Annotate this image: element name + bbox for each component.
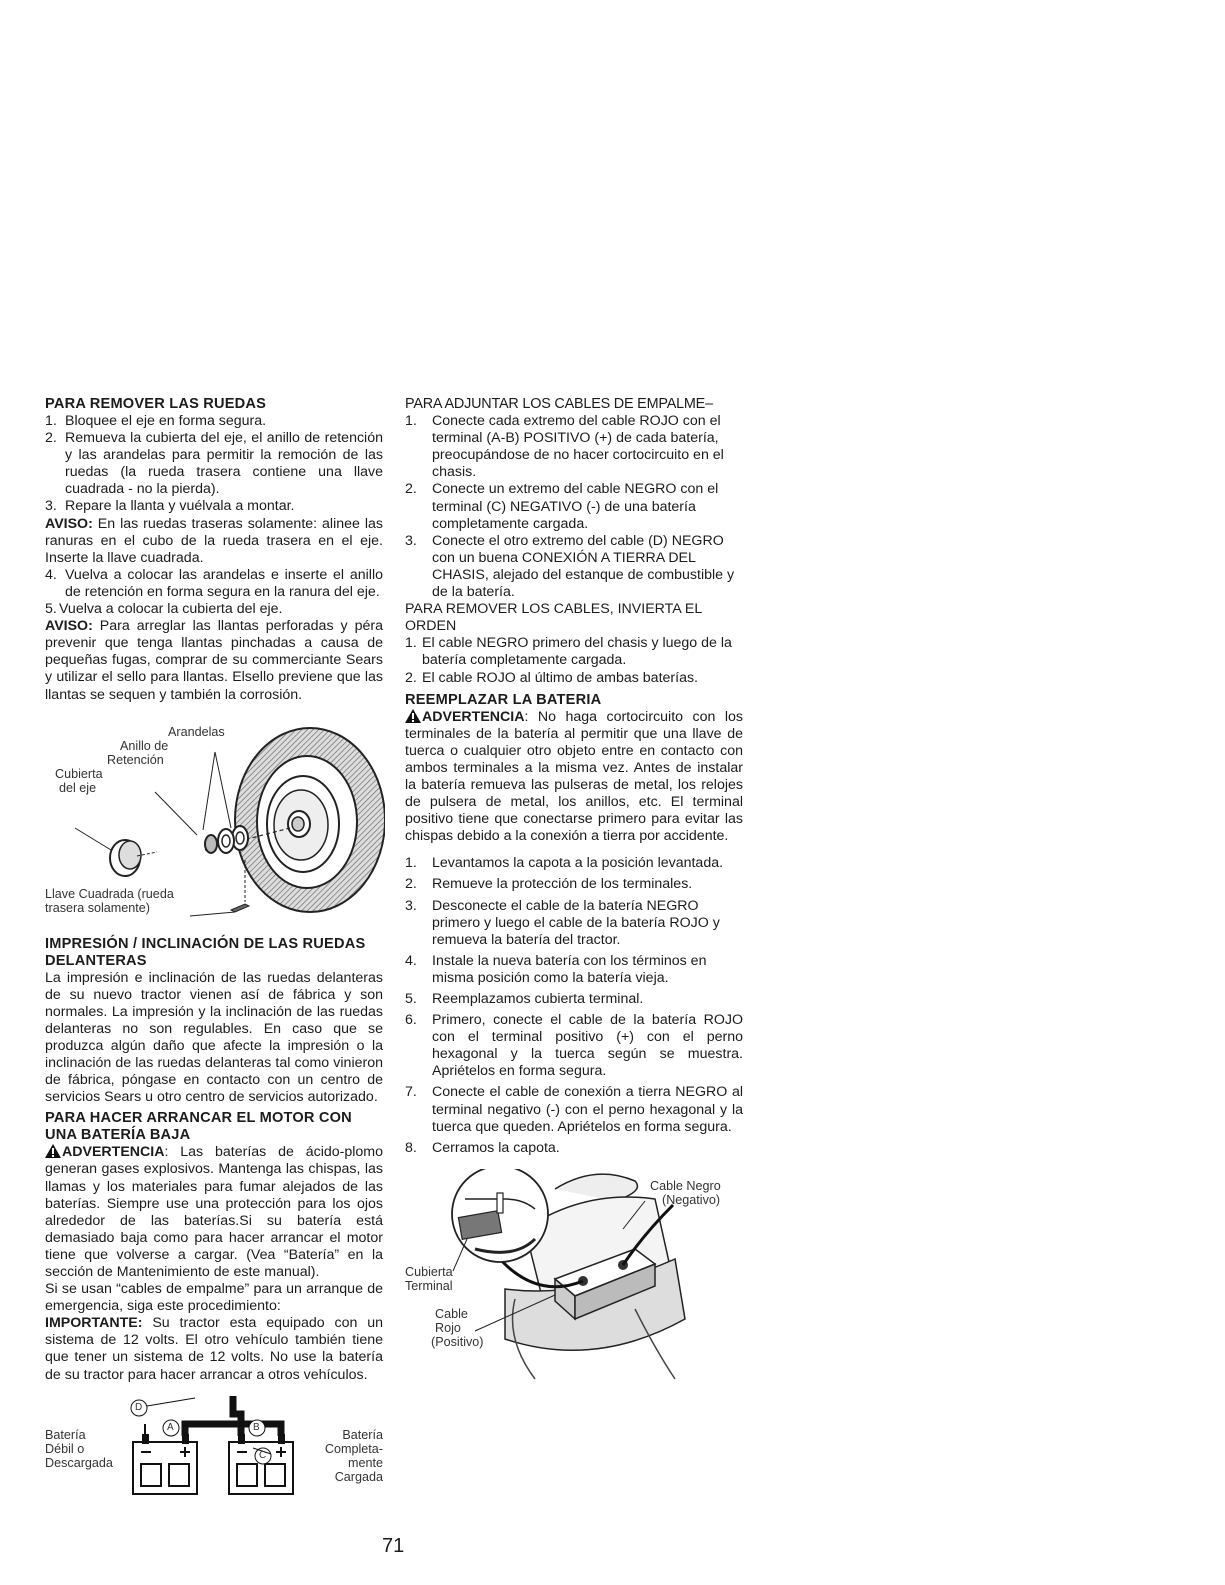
left-column (45, 396, 383, 1499)
callout-c: C (259, 1449, 267, 1461)
label-retencion: Retención (107, 752, 164, 767)
reemplazar-bateria-steps (405, 855, 743, 1157)
list-item: 5. Reemplazamos cubierta terminal. (405, 991, 644, 1007)
section-title-adjuntar-cables: PARA ADJUNTAR LOS CABLES DE EMPALME– (405, 396, 713, 412)
aviso-paragraph: AVISO: En las ruedas traseras solamente: alinee las ranuras en el cubo de la rueda trasera en el eje. Inserte la llave cuadrada. (45, 515, 383, 566)
remover-ruedas-steps (45, 413, 383, 516)
warning-cortocircuito-paragraph: ADVERTENCIA: No haga cortocircuito con los terminales de la batería al permitir que una llave de tuerca o cualquier otro objeto entre en contacto con ambos terminales a la misma vez. Antes de instalar la batería remueva las pulseras de metal, los relojes de pulsera de metal, los anillos, etc. El terminal positivo tiene que conectarse primero para evitar las chispas debido a la conexión a tierra por accidente. (405, 708, 743, 845)
page-number: 71 (382, 1535, 405, 1557)
section-title-remover-ruedas: PARA REMOVER LAS RUEDAS (45, 396, 267, 412)
importante-paragraph: IMPORTANTE: Su tractor esta equipado con un sistema de 12 volts. El otro vehículo también tiene que tener un sistema de 12 volts. No use la batería de su tractor para hacer arrancar a otros vehículos. (45, 1315, 383, 1383)
wheel-assembly-figure (45, 720, 383, 920)
callout-a: A (167, 1421, 174, 1433)
section-title-remover-cables: PARA REMOVER LOS CABLES, INVIERTA EL ORDEN (405, 601, 702, 635)
label-negativo: (Negativo) (662, 1192, 721, 1207)
list-item: 2. Remueva la cubierta del eje, el anillo de retención y las arandelas para permitir la remoción de las ruedas (la rueda trasera contiene una llave cuadrada - no la pierda). (45, 430, 383, 498)
list-item: 8. Cerramos la capota. (405, 1139, 560, 1156)
label-descargada: Descargada (45, 1455, 113, 1470)
label-positivo: (Positivo) (431, 1334, 484, 1349)
label-cargada: Cargada (334, 1469, 383, 1484)
remover-cables-steps (405, 635, 743, 686)
right-column (405, 396, 743, 1384)
label-anillo: Anillo de (120, 738, 169, 753)
warning-acid-paragraph: ADVERTENCIA: Las baterías de ácido-plomo generan gases explosivos. Mantenga las chispas, las llamas y los materiales para fumar alejados de las baterías. Siempre use una protección para los ojos alrededor de las baterías.Si su batería está demasiado baja como para hacer arrancar el motor tiene que volverse a cargar. (Vea “Batería” en la sección de Mantenimiento de este manual). (45, 1144, 383, 1280)
remover-ruedas-steps-2 (45, 567, 383, 618)
callout-d: D (135, 1401, 143, 1413)
label-cubierta-terminal-2: Terminal (405, 1278, 453, 1293)
list-item: 5. Vuelva a colocar la cubierta del eje. (45, 601, 283, 618)
label-cable-rojo-1: Cable (435, 1306, 468, 1321)
list-item: 1. Levantamos la capota a la posición levantada. (405, 855, 724, 872)
warning-icon (45, 1144, 61, 1158)
label-llave-cuadrada: Llave Cuadrada (rueda (45, 886, 174, 901)
section-title-arrancar: PARA HACER ARRANCAR EL MOTOR CON UNA BATERÍA BAJA (45, 1110, 352, 1144)
list-item: 1. Bloquee el eje en forma segura. (45, 413, 267, 429)
label-bateria-debil: Batería (45, 1427, 86, 1442)
list-item: 7. Conecte el cable de conexión a tierra NEGRO al terminal negativo (-) con el perno hexagonal y la tuerca que queden. Apriételos en forma segura. (405, 1084, 743, 1135)
jump-start-figure (45, 1394, 383, 1499)
list-item: 6. Primero, conecte el cable de la batería ROJO con el terminal positivo (+) con el perno hexagonal y la tuerca según se muestra. Apriételos en forma segura. (405, 1012, 743, 1080)
callout-b: B (253, 1421, 260, 1433)
label-completa: Completa- (324, 1441, 383, 1456)
list-item: 2. Remueve la protección de los terminales. (405, 876, 693, 893)
label-mente: mente (347, 1455, 383, 1470)
list-item: 1. Conecte cada extremo del cable ROJO con el terminal (A-B) POSITIVO (+) de cada batería, preocupándose de no hacer cortocircuito en el chasis. (405, 413, 724, 481)
list-item: 3. Conecte el otro extremo del cable (D) NEGRO con un buena CONEXIÓN A TIERRA DEL CHASIS, alejado del estanque de combustible y de la batería. (405, 532, 735, 601)
section-title-impresion: IMPRESIÓN / INCLINACIÓN DE LAS RUEDAS DELANTERAS (45, 935, 366, 969)
label-cubierta-terminal-1: Cubierta (405, 1264, 453, 1279)
label-trasera-solamente: trasera solamente) (45, 900, 150, 915)
list-item: 3. Repare la llanta y vuélvala a montar. (45, 498, 295, 515)
label-cable-rojo-2: Rojo (435, 1320, 461, 1335)
label-del-eje: del eje (59, 780, 97, 795)
list-item: 2. Conecte un extremo del cable NEGRO con el terminal (C) NEGATIVO (-) de una batería completamente cargada. (405, 481, 719, 532)
adjuntar-cables-steps (405, 413, 743, 601)
label-cable-negro: Cable Negro (650, 1178, 721, 1193)
list-item: 4. Vuelva a colocar las arandelas e inserte el anillo de retención en forma segura en la ranura del eje. (45, 566, 383, 600)
label-cubierta: Cubierta (55, 766, 103, 781)
warning-icon (405, 709, 421, 723)
label-debil-o: Débil o (45, 1441, 85, 1456)
label-bateria-completa: Batería (342, 1427, 383, 1442)
label-arandelas: Arandelas (168, 724, 225, 739)
aviso-sello-paragraph: AVISO: Para arreglar las llantas perforadas y péra prevenir que tenga llantas pinchadas a causa de pequeñas fugas, comprar de su commerciante Sears y utilizar el sello para llantas. Elsello previene que las llantas se sequen y también la corrosión. (45, 618, 383, 703)
list-item: 3. Desconecte el cable de la batería NEGRO primero y luego el cable de la batería ROJO y remueva la batería del tractor. (405, 897, 720, 948)
list-item: 2. El cable ROJO al último de ambas baterías. (405, 669, 698, 686)
impresion-paragraph: La impresión e inclinación de las ruedas delanteras de su nuevo tractor vienen así de fábrica y son normales. La impresión y la inclinación de las ruedas delanteras no son regulables. En caso que se produzca algún daño que afecte la impresión o la inclinación de las ruedas delanteras tal como vinieron de fábrica, póngase en contacto con un centro de servicios Sears u otro centro de servicios autorizado. (45, 969, 383, 1106)
list-item: 4. Instale la nueva batería con los términos en misma posición como la batería vieja. (405, 952, 707, 986)
cables-empalme-paragraph: Si se usan “cables de empalme” para un arranque de emergencia, siga este procedimiento: (45, 1281, 383, 1315)
section-title-reemplazar-bateria: REEMPLAZAR LA BATERIA (405, 691, 602, 708)
tractor-battery-figure (405, 1169, 743, 1384)
list-item: 1. El cable NEGRO primero del chasis y luego de la batería completamente cargada. (405, 635, 732, 669)
